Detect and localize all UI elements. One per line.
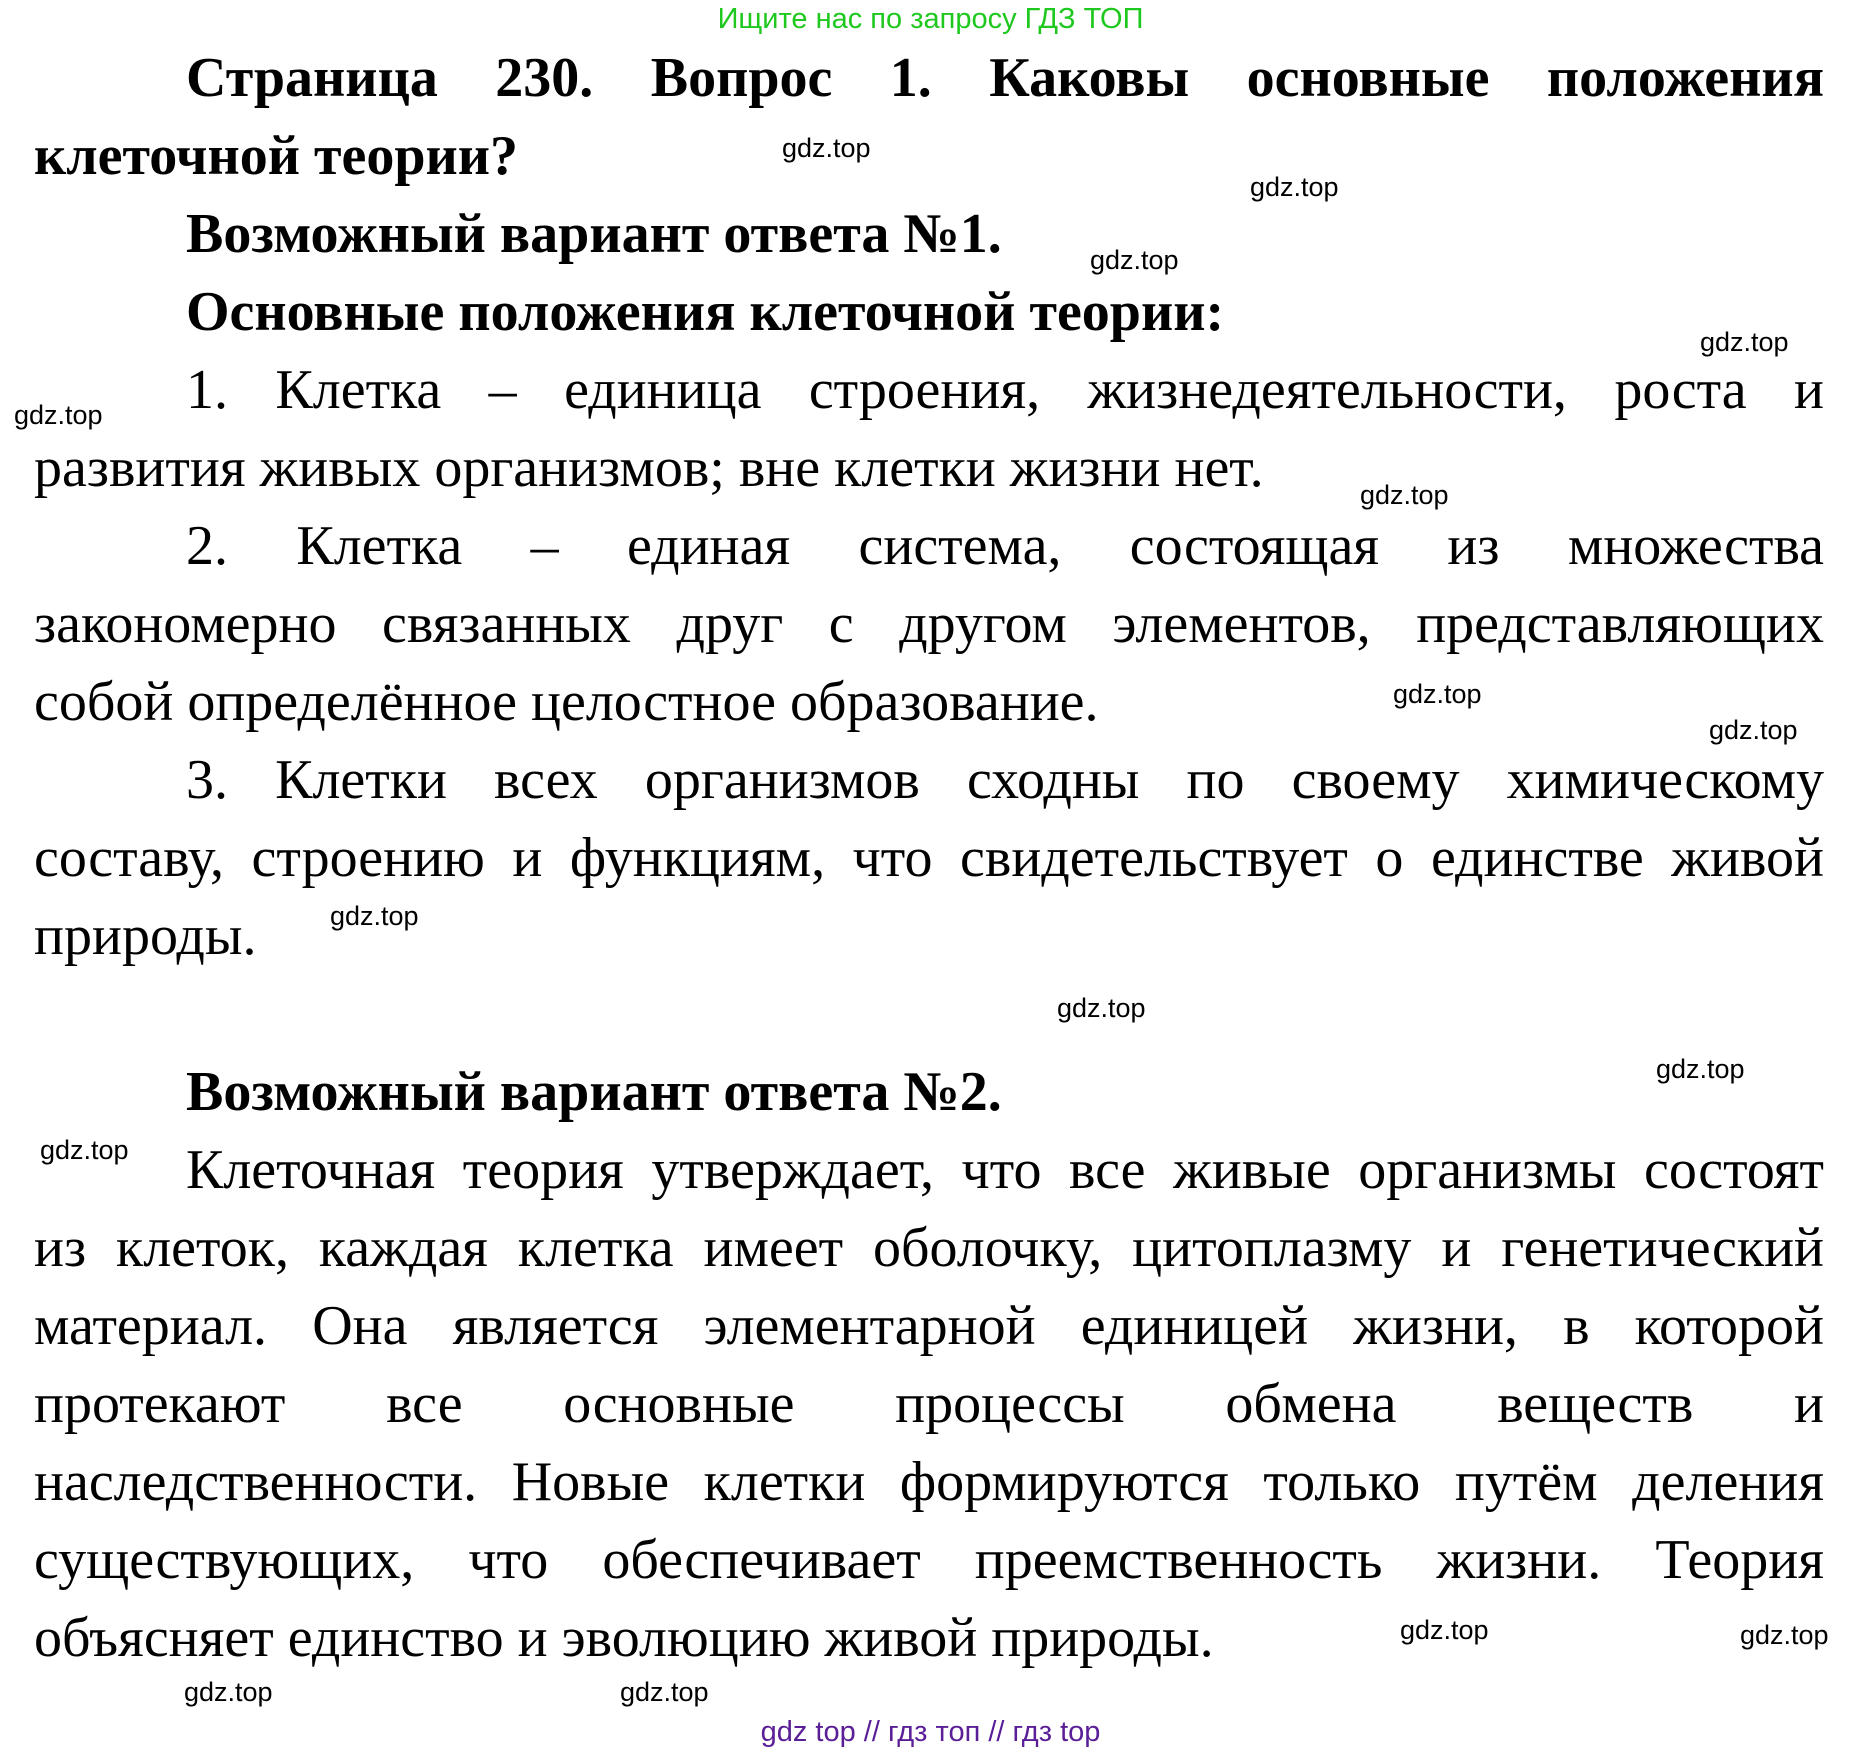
section-heading: Основные положения клеточной теории:	[186, 281, 1225, 343]
watermark: gdz.top	[1090, 245, 1179, 275]
text-line: закономерно связанных друг с другом элементов, представляющих	[34, 593, 1824, 655]
footer-banner: gdz top // гдз топ // гдз top	[760, 1716, 1101, 1748]
text-line: существующих, что обеспечивает преемственность жизни. Теория	[34, 1529, 1824, 1591]
text-line: материал. Она является элементарной единицей жизни, в которой	[34, 1295, 1824, 1357]
watermark: gdz.top	[620, 1677, 709, 1707]
watermark: gdz.top	[1057, 993, 1146, 1023]
text-line: развития живых организмов; вне клетки жизни нет.	[34, 437, 1264, 499]
text-line: природы.	[34, 905, 257, 967]
watermark: gdz.top	[1400, 1615, 1489, 1645]
watermark: gdz.top	[1393, 679, 1482, 709]
watermark: gdz.top	[1360, 480, 1449, 510]
watermark: gdz.top	[1740, 1620, 1829, 1650]
watermark: gdz.top	[330, 901, 419, 931]
text-line: наследственности. Новые клетки формируются только путём деления	[34, 1451, 1824, 1513]
watermark: gdz.top	[14, 400, 103, 430]
header-banner: Ищите нас по запросу ГДЗ ТОП	[717, 3, 1144, 35]
watermark: gdz.top	[1700, 327, 1789, 357]
watermark: gdz.top	[782, 133, 871, 163]
watermark: gdz.top	[40, 1135, 129, 1165]
text-line: 2. Клетка – единая система, состоящая из множества	[186, 515, 1824, 577]
answer-1-heading: Возможный вариант ответа №1.	[186, 203, 1002, 265]
watermark: gdz.top	[184, 1677, 273, 1707]
text-line: из клеток, каждая клетка имеет оболочку, цитоплазму и генетический	[34, 1217, 1824, 1279]
text-line: протекают все основные процессы обмена веществ и	[34, 1373, 1824, 1435]
question-title: Страница 230. Вопрос 1. Каковы основные положения	[186, 47, 1824, 109]
text-line: собой определённое целостное образование.	[34, 671, 1099, 733]
watermark: gdz.top	[1250, 172, 1339, 202]
watermark: gdz.top	[1709, 715, 1798, 745]
watermark: gdz.top	[1656, 1054, 1745, 1084]
text-line: объясняет единство и эволюцию живой природы.	[34, 1607, 1214, 1669]
answer-2-heading: Возможный вариант ответа №2.	[186, 1061, 1002, 1123]
text-line: Клеточная теория утверждает, что все живые организмы состоят	[186, 1139, 1824, 1201]
text-line: составу, строению и функциям, что свидетельствует о единстве живой	[34, 827, 1824, 889]
question-title-cont: клеточной теории?	[34, 125, 519, 187]
text-line: 1. Клетка – единица строения, жизнедеятельности, роста и	[186, 359, 1824, 421]
text-line: 3. Клетки всех организмов сходны по своему химическому	[186, 749, 1824, 811]
